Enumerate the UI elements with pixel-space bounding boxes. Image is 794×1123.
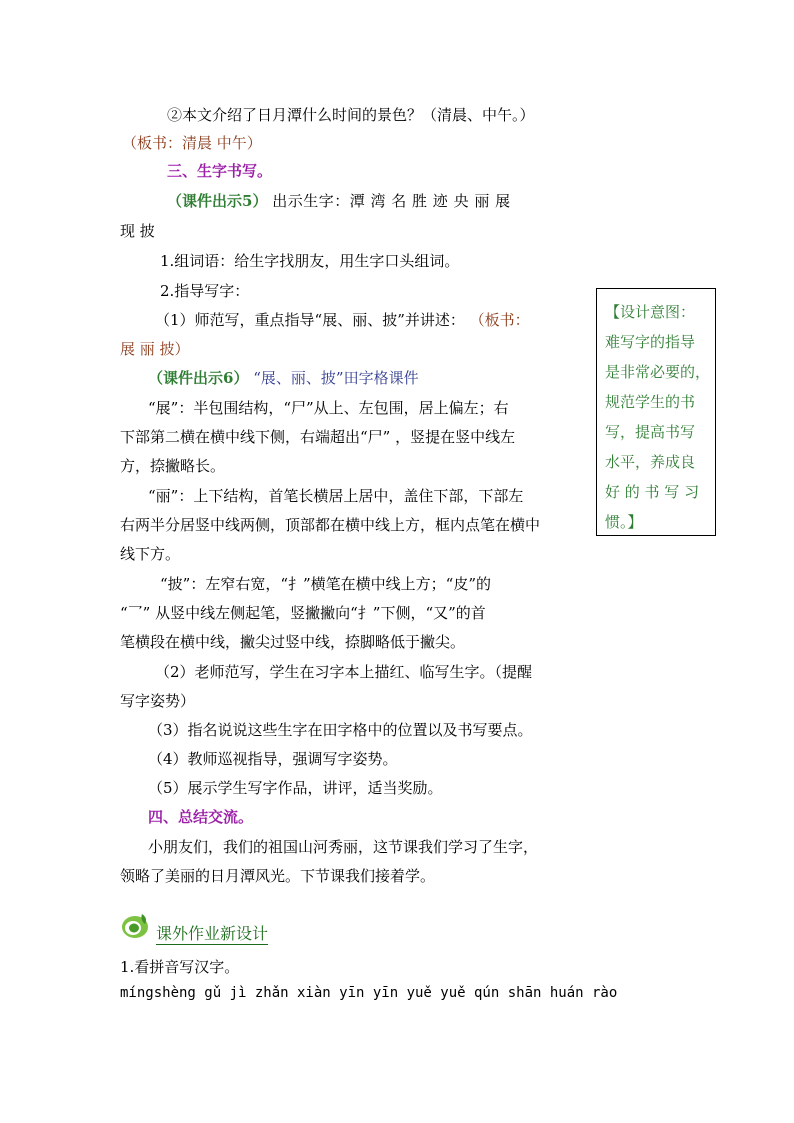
li-analysis-1: “丽”：上下结构，首笔长横居上居中，盖住下部，下部左 xyxy=(148,487,524,505)
design-intent-box xyxy=(596,288,716,536)
step-1: 1.组词语：给生字找朋友，用生字口头组词。 xyxy=(160,252,460,270)
design-intent-line: 是非常必要的， xyxy=(605,363,711,381)
step-2-2: （2）老师范写，学生在习字本上描红、临写生字。（提醒 xyxy=(155,663,533,681)
step-2-1: （1）师范写，重点指导“展、丽、披”并讲述： xyxy=(155,311,465,329)
question-2: ②本文介绍了日月潭什么时间的景色？（清晨、中午。） xyxy=(167,106,535,124)
homework-title: 课外作业新设计 xyxy=(156,924,269,943)
design-intent-line: 规范学生的书 xyxy=(605,393,696,411)
design-intent-line: 好 的 书 写 习 xyxy=(605,483,700,501)
design-intent-line: 写，提高书写 xyxy=(605,423,696,441)
courseware-6-line xyxy=(148,367,419,389)
design-intent-line: 【设计意图： xyxy=(605,303,696,321)
board-note-2-end: 展 丽 披） xyxy=(120,340,190,358)
courseware-6-text: “展、丽、披”田字格课件 xyxy=(253,369,419,387)
design-intent-line: 难写字的指导 xyxy=(605,333,696,351)
step-2-4: （4）教师巡视指导，强调写字姿势。 xyxy=(148,750,398,768)
courseware-6-label: （课件出示6） xyxy=(148,369,249,387)
pi-analysis-2: “乛” 从竖中线左侧起笔，竖撇撇向“扌”下侧，“又”的首 xyxy=(120,604,486,622)
li-analysis-3: 线下方。 xyxy=(120,545,181,563)
zhan-analysis-1: “展”：半包围结构，“尸”从上、左包围，居上偏左；右 xyxy=(148,399,509,417)
summary-1: 小朋友们，我们的祖国山河秀丽，这节课我们学习了生字， xyxy=(148,838,539,856)
pi-analysis-1: “披”：左窄右宽，“扌”横笔在横中线上方；“皮”的 xyxy=(160,575,492,593)
step-2: 2.指导写字： xyxy=(160,282,250,300)
board-note-2-start: （板书： xyxy=(469,311,530,329)
zhan-analysis-3: 方，捺撇略长。 xyxy=(120,457,226,475)
homework-q1: 1.看拼音写汉字。 xyxy=(120,958,240,976)
courseware-5-label: （课件出示5） xyxy=(167,192,268,210)
courseware-5-line xyxy=(167,190,511,212)
design-intent-line: 水平，养成良 xyxy=(605,453,696,471)
new-characters: 出示生字：潭 湾 名 胜 迹 央 丽 展 xyxy=(272,192,511,210)
step-2-5: （5）展示学生写字作品，讲评，适当奖励。 xyxy=(148,779,443,797)
pi-analysis-3: 笔横段在横中线，撇尖过竖中线，捺脚略低于撇尖。 xyxy=(120,633,466,651)
step-2-3: （3）指名说说这些生字在田字格中的位置以及书写要点。 xyxy=(148,721,533,739)
section-3-heading: 三、生字书写。 xyxy=(167,162,273,180)
green-leaf-icon xyxy=(120,910,150,940)
summary-2: 领略了美丽的日月潭风光。下节课我们接着学。 xyxy=(120,867,436,885)
step-2-1-line xyxy=(155,309,530,331)
zhan-analysis-2: 下部第二横在横中线下侧，右端超出“尸” ，竖提在竖中线左 xyxy=(120,428,516,446)
pinyin-row: míngshèng gǔ jì zhǎn xiàn yīn yīn yuě yuě qún shān huán rào xyxy=(120,985,618,1001)
design-intent-line: 惯。】 xyxy=(605,513,643,531)
li-analysis-2: 右两半分居竖中线两侧，顶部都在横中线上方，框内点笔在横中 xyxy=(120,516,541,534)
board-note-1: （板书：清晨 中午） xyxy=(122,134,262,152)
section-4-heading: 四、总结交流。 xyxy=(148,808,254,826)
new-characters-cont: 现 披 xyxy=(120,222,155,240)
step-2-2-cont: 写字姿势） xyxy=(120,692,196,710)
